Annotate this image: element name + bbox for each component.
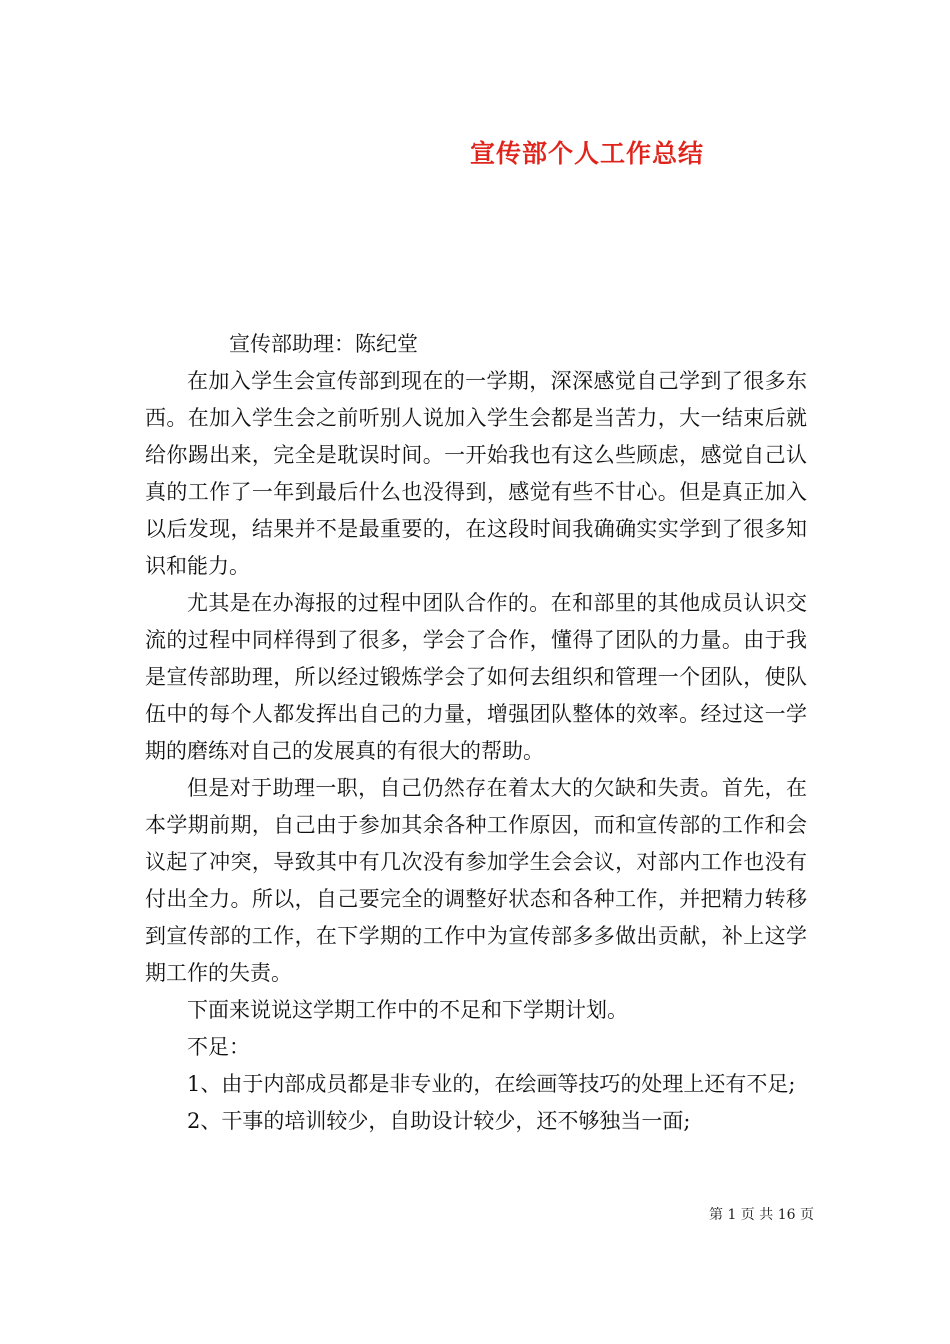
- page-title: 宣传部个人工作总结: [470, 139, 705, 168]
- list-item: 1、由于内部成员都是非专业的，在绘画等技巧的处理上还有不足;: [187, 1072, 796, 1096]
- paragraph: 下面来说说这学期工作中的不足和下学期计划。: [187, 998, 628, 1022]
- page-footer: 第 1 页 共 16 页: [709, 1207, 814, 1223]
- paragraph: 不足：: [187, 1035, 250, 1059]
- paragraph: 尤其是在办海报的过程中团队合作的。在和部里的其他成员认识交流的过程中同样得到了很多，学会了合作，懂得了团队的力量。由于我是宣传部助理，所以经过锻炼学会了如何去组织和管理一个团队，使队伍中的每个人都发挥出自己的力量，增强团队整体的效率。经过这一学期的磨练对自己的发展真的有很大的帮助。: [145, 591, 807, 763]
- document-body: [145, 326, 807, 1140]
- paragraph: 但是对于助理一职，自己仍然存在着太大的欠缺和失责。首先，在本学期前期，自己由于参加其余各种工作原因，而和宣传部的工作和会议起了冲突，导致其中有几次没有参加学生会会议，对部内工作也没有付出全力。所以，自己要完全的调整好状态和各种工作，并把精力转移到宣传部的工作，在下学期的工作中为宣传部多多做出贡献，补上这学期工作的失责。: [145, 776, 807, 985]
- paragraph: 在加入学生会宣传部到现在的一学期，深深感觉自己学到了很多东西。在加入学生会之前听别人说加入学生会都是当苦力，大一结束后就给你踢出来，完全是耽误时间。一开始我也有这么些顾虑，感觉自己认真的工作了一年到最后什么也没得到，感觉有些不甘心。但是真正加入以后发现，结果并不是最重要的，在这段时间我确确实实学到了很多知识和能力。: [145, 369, 807, 578]
- list-item: 2、干事的培训较少，自助设计较少，还不够独当一面;: [187, 1109, 691, 1133]
- author-line: 宣传部助理：陈纪堂: [229, 332, 418, 356]
